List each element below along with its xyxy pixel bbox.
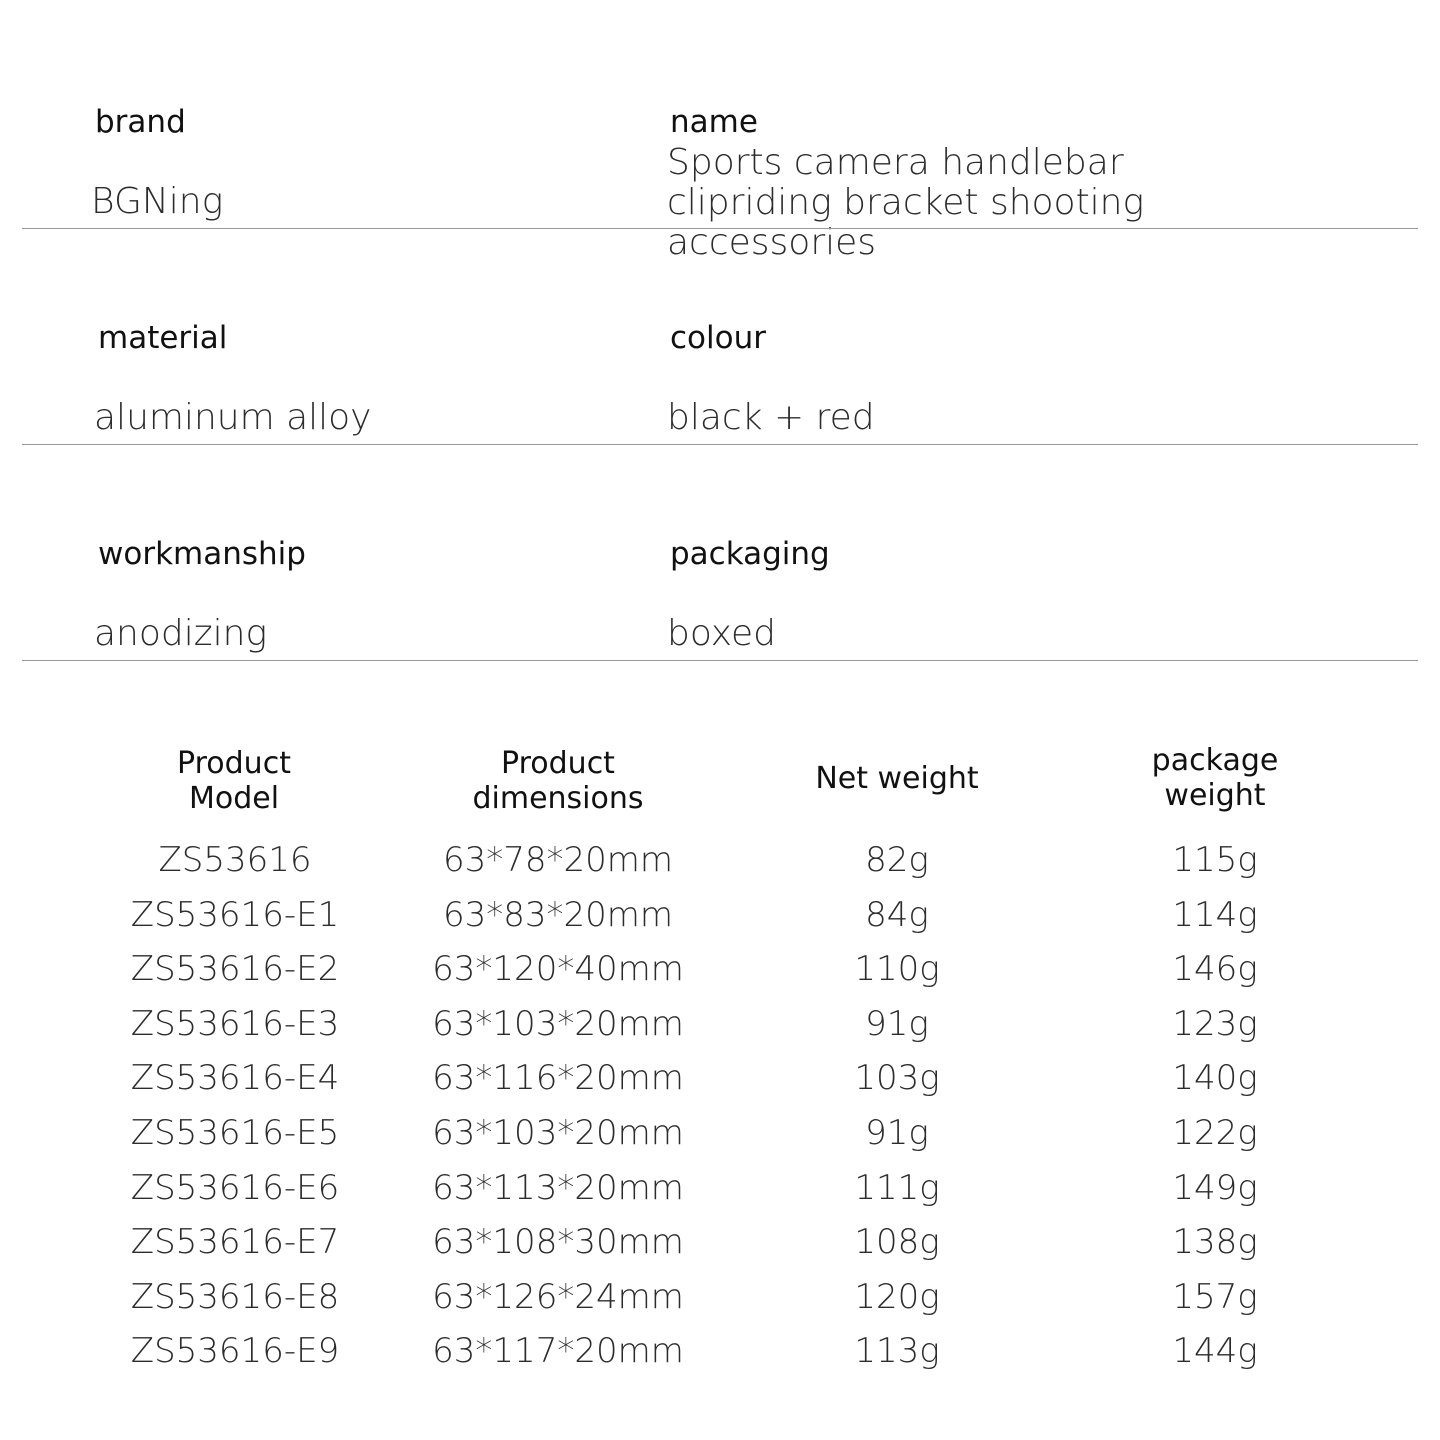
cell-package-weight: 140g [1172,1058,1258,1099]
cell-dimensions: 63*83*20mm [442,894,674,935]
cell-net-weight: 91g [865,1113,929,1153]
cell-net-weight: 91g [865,1003,929,1044]
workmanship-label: workmanship [98,536,306,572]
packaging-value: boxed [667,613,776,654]
cell-model: ZS53616 [158,840,312,880]
name-label: name [670,104,758,140]
cell-dimensions: 63*116*20mm [432,1058,684,1099]
cell-net-weight: 110g [854,949,940,990]
cell-dimensions: 63*126*24mm [432,1276,684,1317]
header-line: Model [188,781,280,816]
cell-net-weight: 103g [854,1058,940,1099]
cell-model: ZS53616-E4 [130,1058,340,1099]
cell-package-weight: 146g [1172,949,1258,990]
header-line: package [1151,743,1279,778]
cell-package-weight: 149g [1172,1167,1258,1208]
cell-package-weight: 144g [1172,1331,1258,1372]
material-value: aluminum alloy [94,397,372,438]
header-line: Product [177,746,291,781]
brand-label: brand [95,104,186,140]
packaging-label: packaging [670,536,830,572]
header-line: dimensions [472,781,644,816]
header-package-weight [1152,743,1279,813]
divider [22,660,1418,661]
brand-value: BGNing [91,181,224,222]
cell-dimensions: 63*117*20mm [432,1331,684,1372]
cell-model: ZS53616-E6 [130,1167,340,1208]
cell-net-weight: 111g [854,1167,940,1208]
cell-model: ZS53616-E2 [130,949,340,990]
material-label: material [98,320,228,356]
cell-package-weight: 138g [1172,1222,1258,1263]
cell-dimensions: 63*113*20mm [432,1167,684,1208]
cell-model: ZS53616-E3 [130,1003,340,1044]
colour-label: colour [670,320,766,356]
cell-dimensions: 63*103*20mm [432,1113,684,1153]
cell-package-weight: 157g [1172,1276,1258,1317]
cell-dimensions: 63*108*30mm [432,1222,684,1263]
cell-net-weight: 108g [854,1222,940,1263]
header-line: Net weight [815,761,979,796]
cell-dimensions: 63*103*20mm [432,1003,684,1044]
cell-model: ZS53616-E7 [130,1222,340,1263]
cell-dimensions: 63*78*20mm [442,840,674,880]
cell-package-weight: 122g [1172,1113,1258,1153]
cell-net-weight: 120g [854,1276,940,1317]
cell-dimensions: 63*120*40mm [432,949,684,990]
header-net-weight [815,761,978,796]
header-product-model [177,746,291,816]
cell-model: ZS53616-E9 [130,1331,340,1372]
header-product-dimensions [472,746,643,816]
header-line: weight [1164,778,1266,813]
cell-net-weight: 113g [854,1331,940,1372]
cell-package-weight: 115g [1172,840,1258,880]
cell-net-weight: 84g [865,894,929,935]
header-line: Product [501,746,615,781]
name-value: Sports camera handlebar clipriding bracket shooting accessories [667,142,1145,263]
cell-model: ZS53616-E1 [130,894,340,935]
cell-model: ZS53616-E8 [130,1276,340,1317]
cell-package-weight: 123g [1172,1003,1258,1044]
workmanship-value: anodizing [94,613,268,654]
cell-model: ZS53616-E5 [130,1113,340,1153]
spec-row-workmanship-packaging [22,0,1418,662]
cell-package-weight: 114g [1172,894,1258,935]
colour-value: black + red [667,397,875,438]
cell-net-weight: 82g [865,840,929,880]
